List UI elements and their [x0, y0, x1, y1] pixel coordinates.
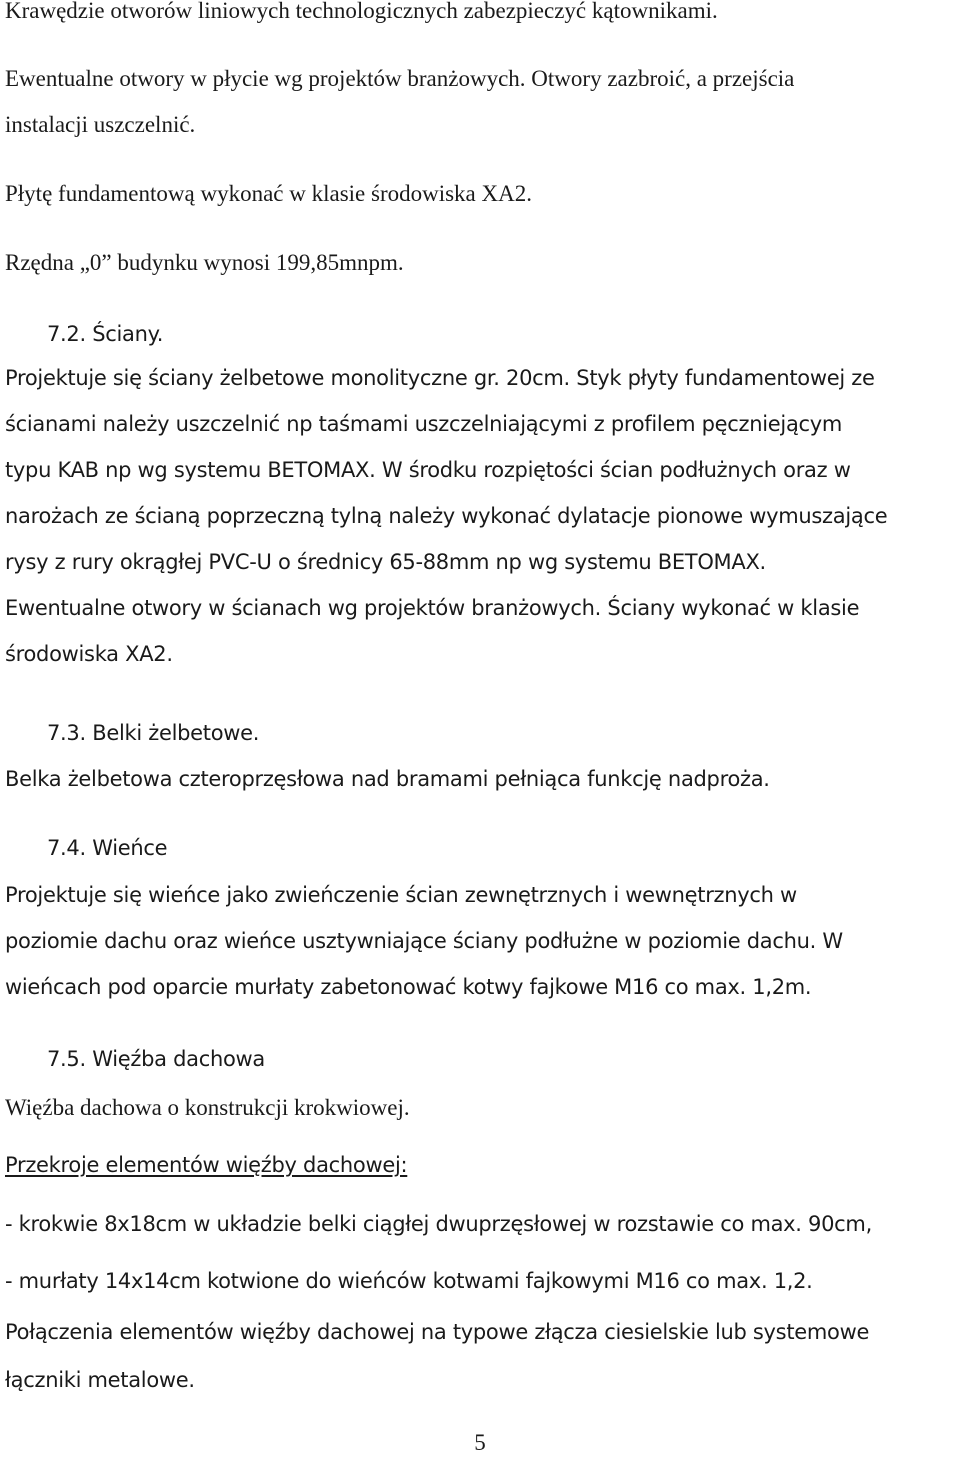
- list-item: - murłaty 14x14cm kotwione do wieńców kotwami fajkowymi M16 co max. 1,2.: [5, 1269, 813, 1293]
- text-line: łączniki metalowe.: [5, 1368, 195, 1392]
- text-line: Rzędna „0” budynku wynosi 199,85mnpm.: [5, 250, 404, 275]
- text-line: rysy z rury okrągłej PVC-U o średnicy 65-88mm np wg systemu BETOMAX.: [5, 550, 766, 574]
- section-heading-ring-beams: 7.4. Wieńce: [47, 836, 168, 860]
- paragraph-walls: [5, 355, 955, 677]
- text-line: ścianami należy uszczelnić np taśmami uszczelniającymi z profilem pęczniejącym: [5, 412, 843, 436]
- text-line: typu KAB np wg systemu BETOMAX. W środku rozpiętości ścian podłużnych oraz w: [5, 458, 851, 482]
- text-line: Więźba dachowa o konstrukcji krokwiowej.: [5, 1095, 410, 1120]
- paragraph-connections: [5, 1308, 955, 1404]
- text-line: Ewentualne otwory w płycie wg projektów branżowych. Otwory zazbroić, a przejścia: [5, 66, 795, 91]
- paragraph-roof-truss: [5, 1092, 955, 1124]
- paragraph-intro: [5, 0, 955, 26]
- list-item: - krokwie 8x18cm w układzie belki ciągłej dwuprzęsłowej w rozstawie co max. 90cm,: [5, 1212, 872, 1236]
- section-heading-roof-truss: 7.5. Więźba dachowa: [47, 1047, 265, 1071]
- text-line: Projektuje się wieńce jako zwieńczenie ścian zewnętrznych i wewnętrznych w: [5, 883, 797, 907]
- cross-sections-title: [5, 1149, 955, 1181]
- text-line: narożach ze ścianą poprzeczną tylną należy wykonać dylatacje pionowe wymuszające: [5, 504, 888, 528]
- cross-sections-list: [5, 1196, 955, 1310]
- section-heading-beams: 7.3. Belki żelbetowe.: [47, 721, 260, 745]
- page-number: 5: [474, 1430, 486, 1455]
- text-line: Połączenia elementów więźby dachowej na typowe złącza ciesielskie lub systemowe: [5, 1320, 870, 1344]
- text-line: środowiska XA2.: [5, 642, 173, 666]
- text-line: Przekroje elementów więźby dachowej:: [5, 1153, 408, 1177]
- paragraph-beams: [5, 763, 955, 795]
- paragraph-plate-class: [5, 178, 955, 210]
- section-heading-walls: 7.2. Ściany.: [47, 322, 164, 346]
- text-line: instalacji uszczelnić.: [5, 112, 196, 137]
- paragraph-plate-openings: [5, 56, 955, 148]
- text-line: Belka żelbetowa czteroprzęsłowa nad bramami pełniąca funkcję nadproża.: [5, 767, 770, 791]
- text-line: poziomie dachu oraz wieńce usztywniające ściany podłużne w poziomie dachu. W: [5, 929, 843, 953]
- paragraph-level-zero: [5, 247, 955, 279]
- text-line: Projektuje się ściany żelbetowe monolityczne gr. 20cm. Styk płyty fundamentowej ze: [5, 366, 875, 390]
- text-line: wieńcach pod oparcie murłaty zabetonować kotwy fajkowe M16 co max. 1,2m.: [5, 975, 812, 999]
- text-line: Krawędzie otworów liniowych technologicznych zabezpieczyć kątownikami.: [5, 0, 718, 23]
- text-line: Ewentualne otwory w ścianach wg projektów branżowych. Ściany wykonać w klasie: [5, 596, 860, 620]
- paragraph-ring-beams: [5, 872, 955, 1010]
- text-line: Płytę fundamentową wykonać w klasie środowiska XA2.: [5, 181, 532, 206]
